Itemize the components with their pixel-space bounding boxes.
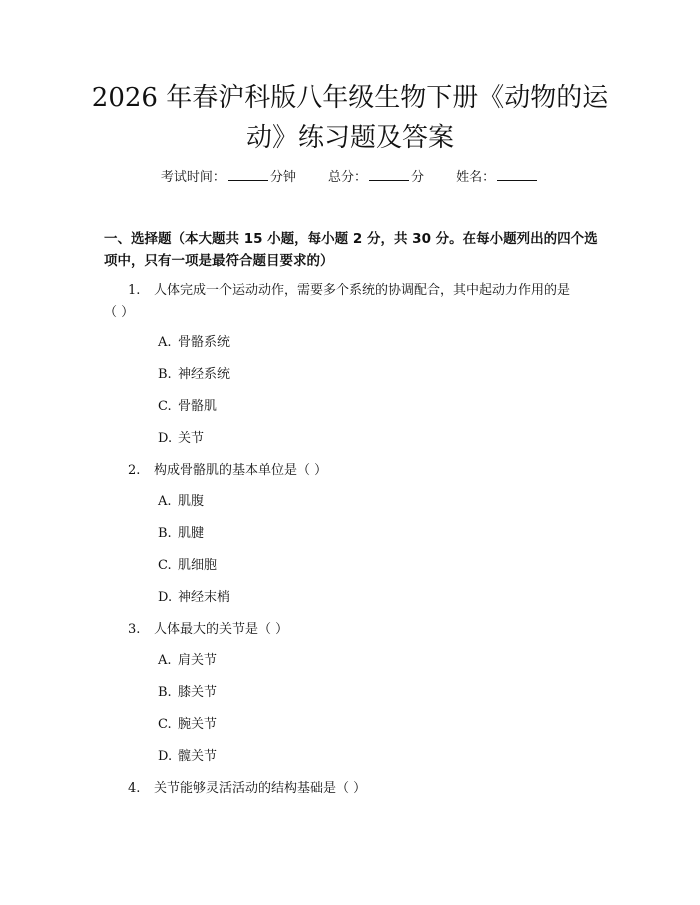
time-blank xyxy=(228,168,268,181)
option-letter: B. xyxy=(158,526,172,541)
question-text: 人体完成一个运动动作，需要多个系统的协调配合，其中起动力作用的是 xyxy=(154,283,571,298)
option-1c xyxy=(158,397,217,417)
option-letter: B. xyxy=(158,367,172,382)
option-text: 髋关节 xyxy=(178,749,218,764)
option-letter: D. xyxy=(158,749,173,764)
option-text: 骨骼系统 xyxy=(178,335,231,350)
option-3c xyxy=(158,715,217,735)
option-text: 神经末梢 xyxy=(178,590,231,605)
option-letter: A. xyxy=(158,335,172,350)
question-4 xyxy=(104,778,604,800)
option-text: 肌腱 xyxy=(178,526,205,541)
option-text: 肌细胞 xyxy=(178,558,218,573)
page-title xyxy=(80,78,620,158)
option-2a xyxy=(158,492,204,512)
question-1 xyxy=(104,280,604,324)
score-label: 总分： xyxy=(327,170,367,185)
option-1b xyxy=(158,365,230,385)
option-text: 关节 xyxy=(178,431,205,446)
score-unit: 分 xyxy=(411,170,425,185)
student-name xyxy=(456,168,539,188)
option-text: 腕关节 xyxy=(178,717,218,732)
option-letter: D. xyxy=(158,590,173,605)
option-text: 膝关节 xyxy=(178,685,218,700)
section-heading xyxy=(104,228,604,272)
name-label: 姓名： xyxy=(456,170,496,185)
time-unit: 分钟 xyxy=(269,170,296,185)
question-text: 构成骨骼肌的基本单位是（ ） xyxy=(154,463,328,478)
option-letter: A. xyxy=(158,653,172,668)
question-number: 4. xyxy=(128,781,141,796)
exam-time xyxy=(161,168,296,188)
option-1d xyxy=(158,429,204,449)
option-text: 肩关节 xyxy=(178,653,218,668)
question-number: 3. xyxy=(128,622,141,637)
option-text: 肌腹 xyxy=(178,494,205,509)
score-blank xyxy=(369,168,409,181)
question-text-continued: （ ） xyxy=(104,305,135,320)
time-label: 考试时间： xyxy=(160,170,226,185)
question-2 xyxy=(104,460,604,482)
option-letter: A. xyxy=(158,494,172,509)
option-2c xyxy=(158,556,217,576)
question-3 xyxy=(104,619,604,641)
option-letter: D. xyxy=(158,431,173,446)
option-letter: C. xyxy=(158,717,172,732)
option-text: 骨骼肌 xyxy=(178,399,218,414)
option-2b xyxy=(158,524,204,544)
option-letter: C. xyxy=(158,399,172,414)
option-text: 神经系统 xyxy=(178,367,231,382)
option-letter: C. xyxy=(158,558,172,573)
total-score xyxy=(328,168,424,188)
title-line-2: 动》练习题及答案 xyxy=(245,123,454,153)
question-number: 2. xyxy=(128,463,141,478)
question-number: 1. xyxy=(128,283,141,298)
section-line-1: 一、选择题（本大题共 15 小题，每小题 2 分，共 30 分。在每小题列出的四个选 xyxy=(104,231,598,247)
question-text: 关节能够灵活活动的结构基础是（ ） xyxy=(154,781,367,796)
section-line-2: 项中，只有一项是最符合题目要求的） xyxy=(104,253,334,269)
exam-meta xyxy=(0,168,700,188)
option-1a xyxy=(158,333,230,353)
option-3d xyxy=(158,747,217,767)
name-blank xyxy=(497,168,537,181)
option-2d xyxy=(158,588,230,608)
question-text: 人体最大的关节是（ ） xyxy=(154,622,289,637)
title-line-1: 2026 年春沪科版八年级生物下册《动物的运 xyxy=(91,83,609,113)
option-3a xyxy=(158,651,217,671)
option-3b xyxy=(158,683,217,703)
option-letter: B. xyxy=(158,685,172,700)
